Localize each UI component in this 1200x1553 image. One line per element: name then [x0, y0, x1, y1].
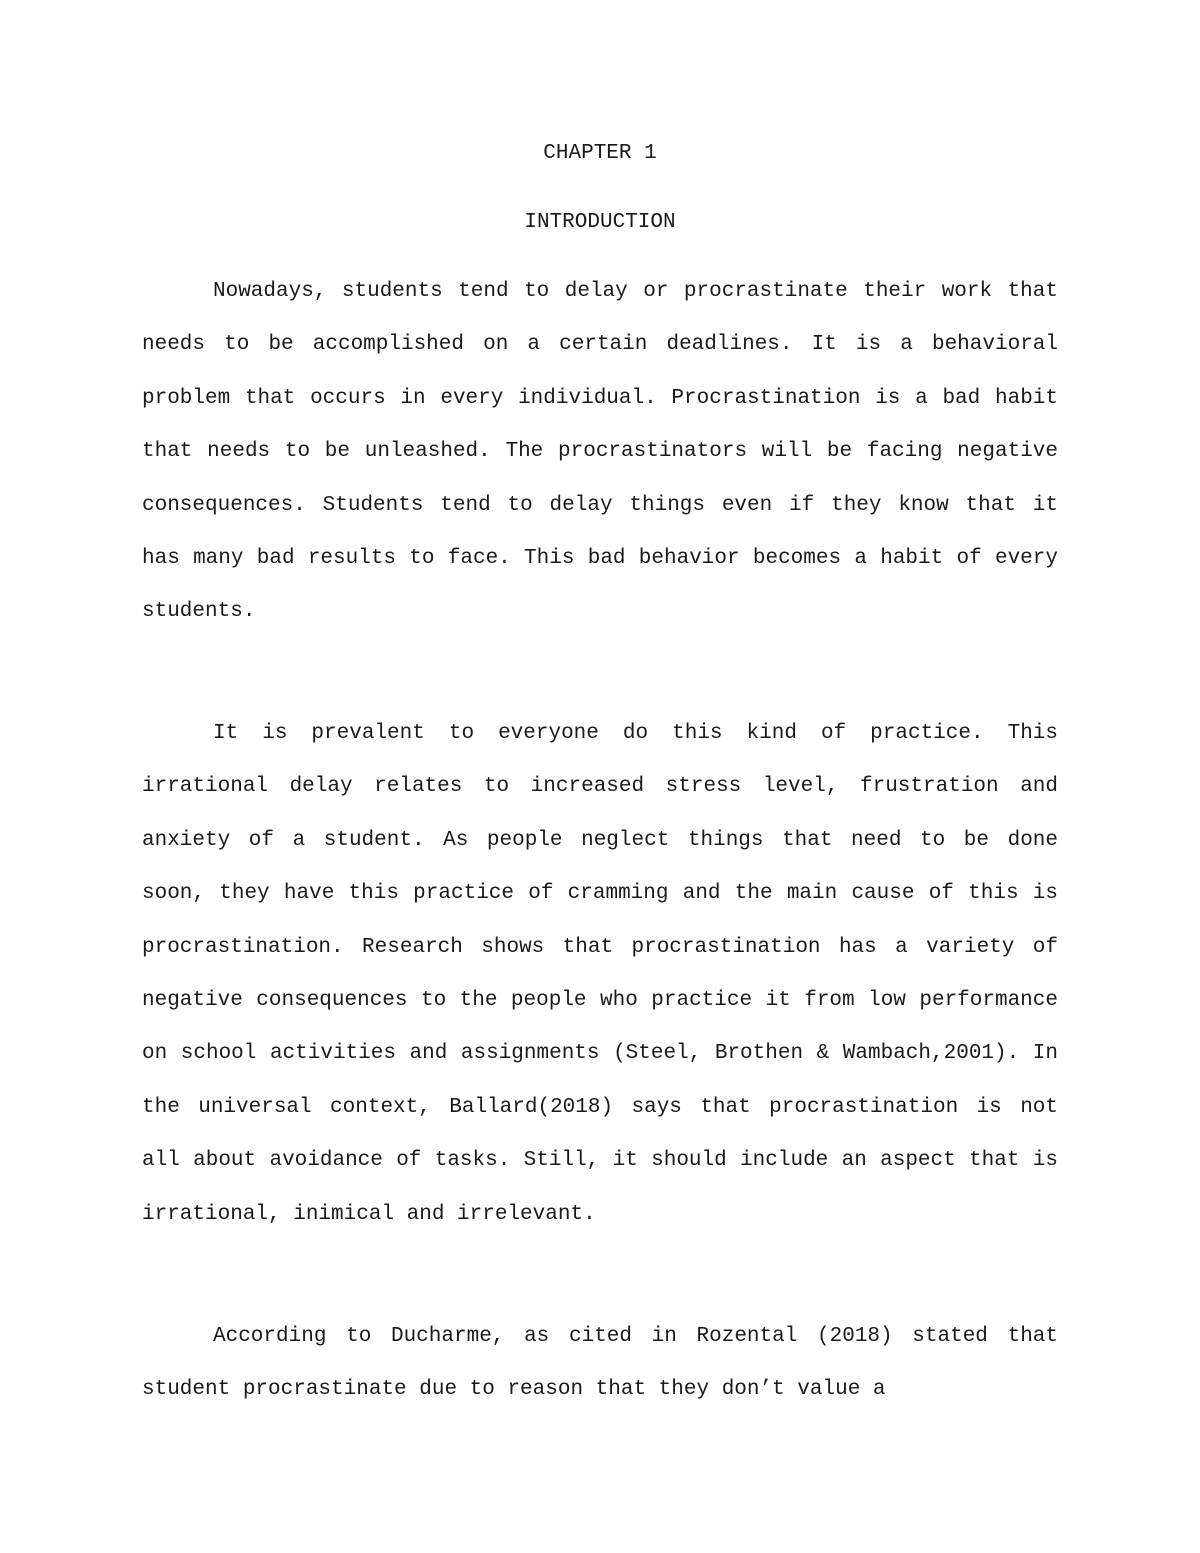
paragraph-2: It is prevalent to everyone do this kind of practice. This irrational delay relates to increased stress level, frustration and anxiety of a student. As people neglect things that need to be done soon, they have this practice of cramming and the main cause of this is procrastination. Research shows that procrastination has a variety of negative consequences to the people who practice it from low performance on school activities and assignments (Steel, Brothen & Wambach,2001). In the universal context, Ballard(2018) says that procrastination is not all about avoidance of tasks. Still, it should include an aspect that is irrational, inimical and irrelevant. — [142, 722, 1058, 1226]
paragraph-3: According to Ducharme, as cited in Rozental (2018) stated that student procrastinate due to reason that they don’t value a — [142, 1325, 1058, 1402]
chapter-title: CHAPTER 1 — [543, 142, 657, 165]
paragraph-1: Nowadays, students tend to delay or procrastinate their work that needs to be accomplished on a certain deadlines. It is a behavioral problem that occurs in every individual. Procrastination is a bad habit that needs to be unleashed. The procrastinators will be facing negative consequences. Students tend to delay things even if they know that it has many bad results to face. This bad behavior becomes a habit of every students. — [142, 280, 1058, 624]
section-title: INTRODUCTION — [524, 211, 676, 234]
